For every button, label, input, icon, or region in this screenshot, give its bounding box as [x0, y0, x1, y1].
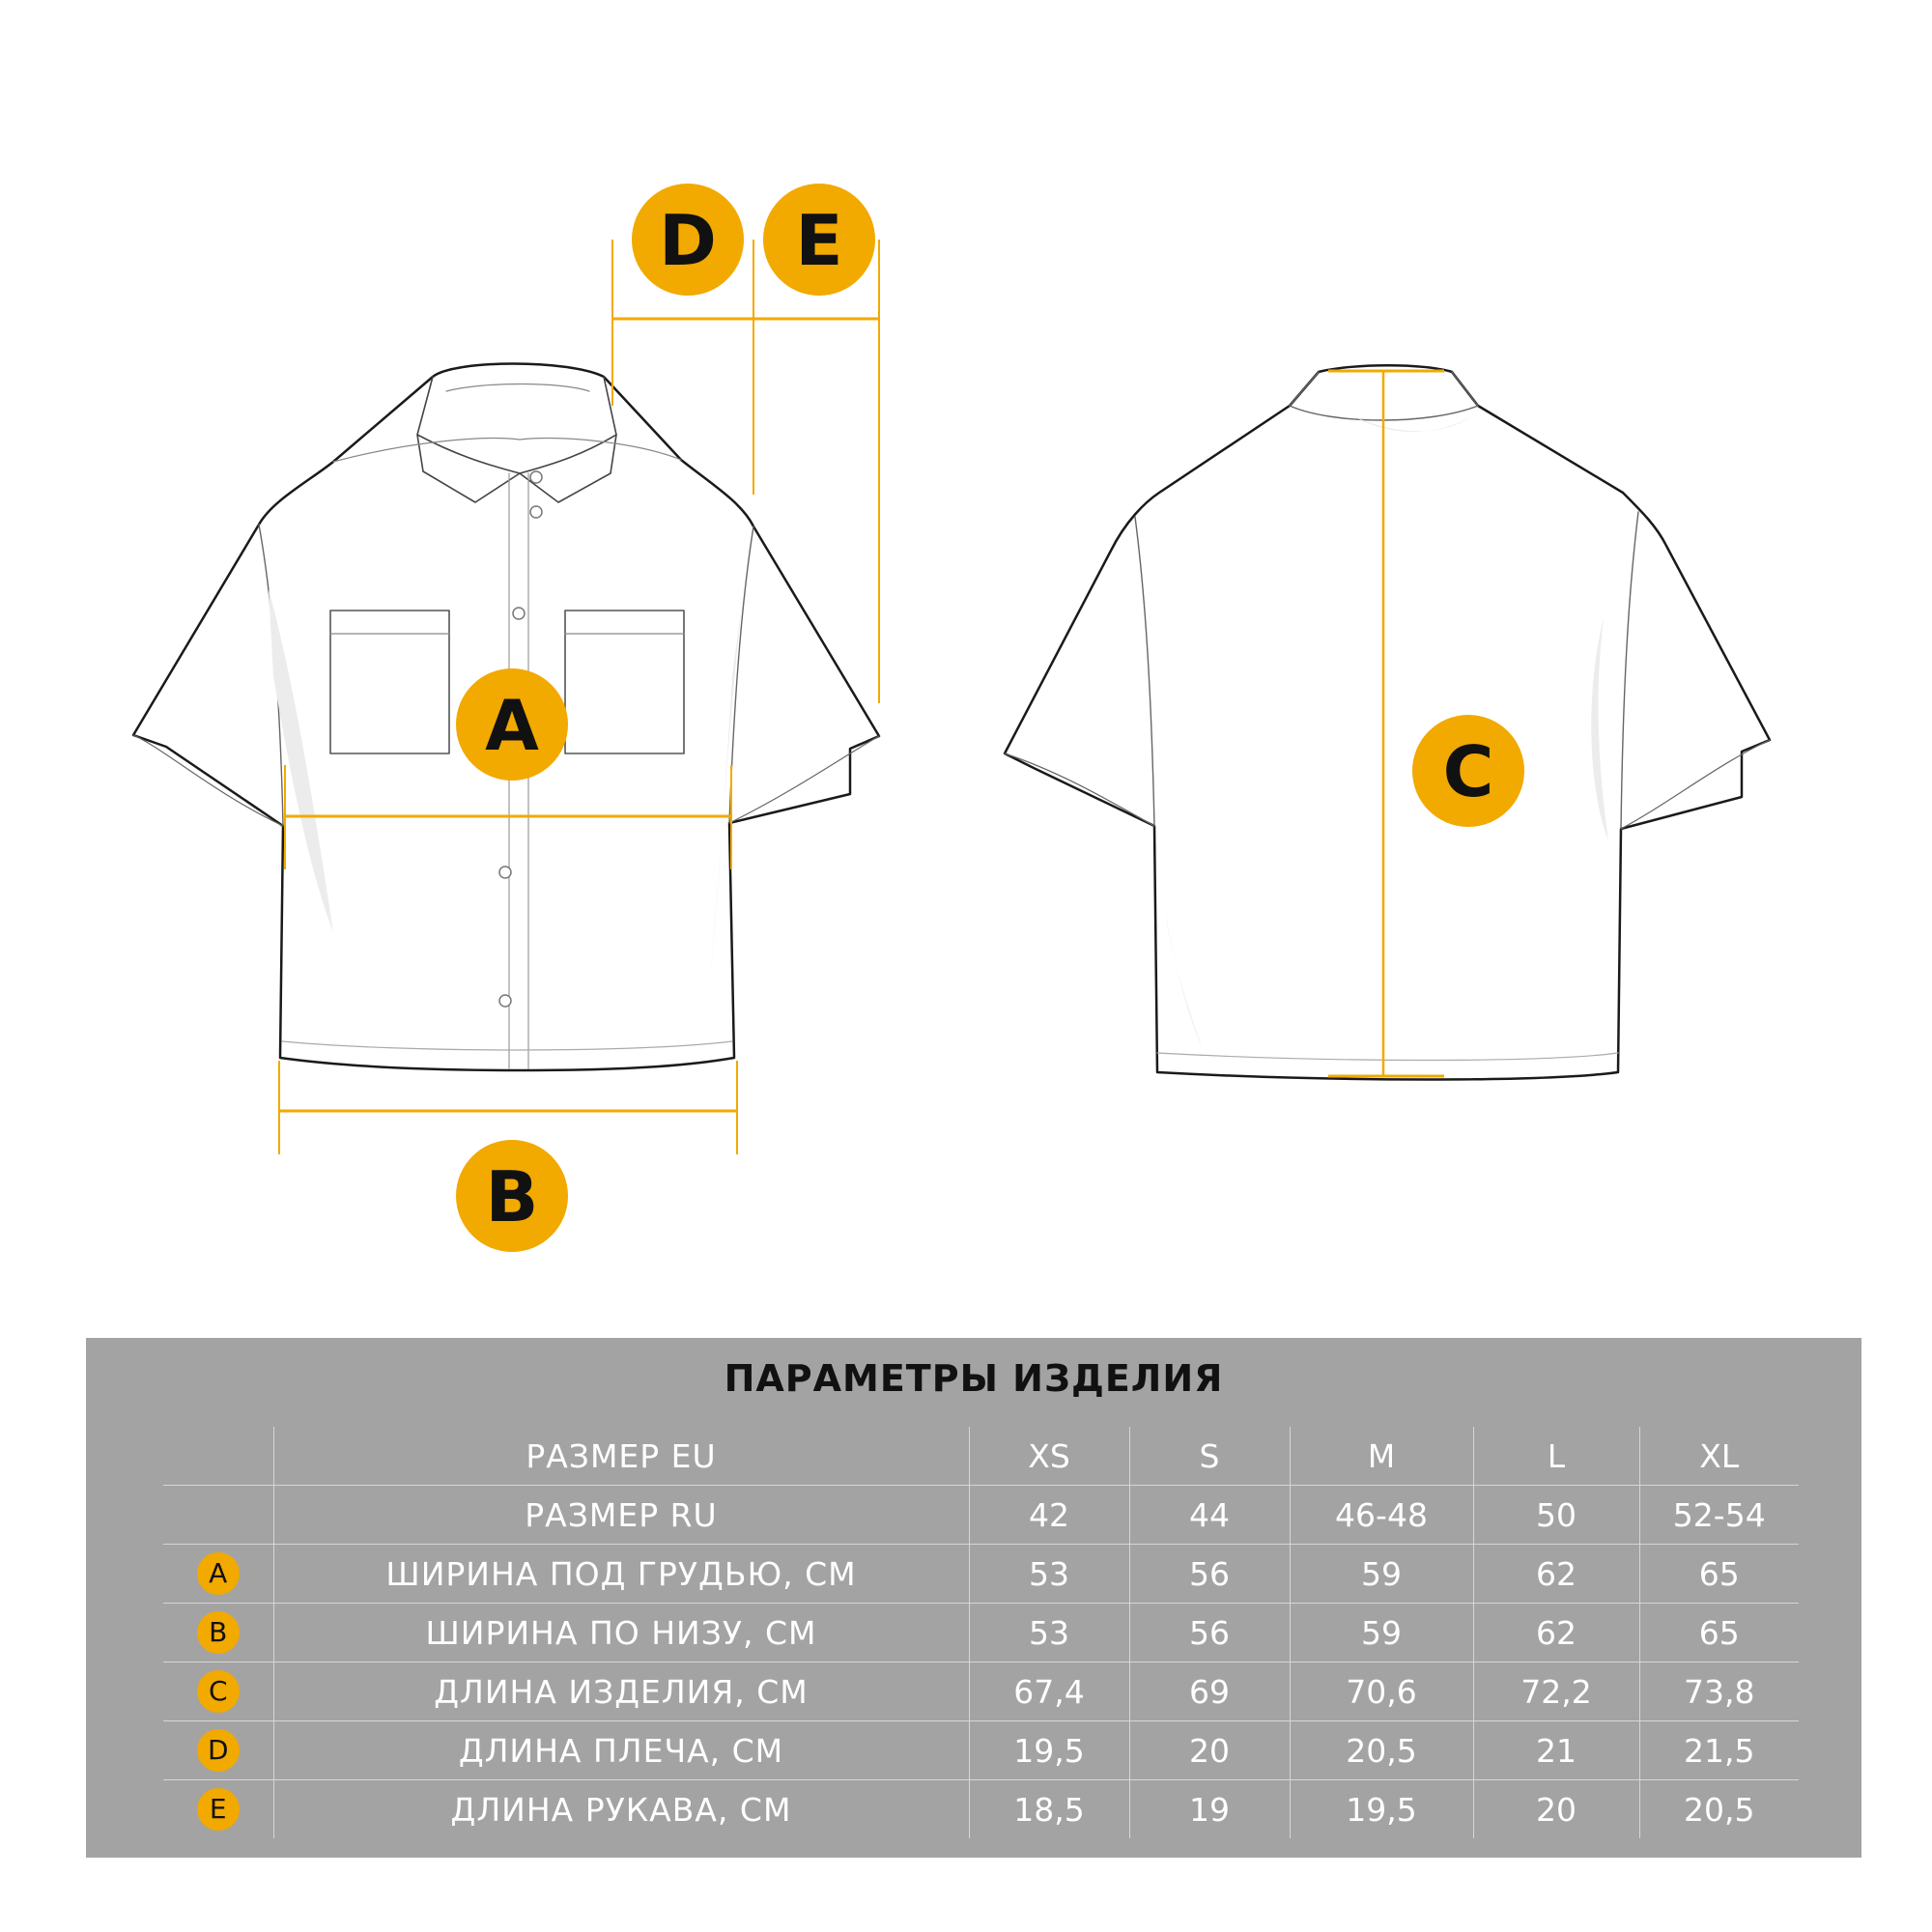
- measure-cell: 65: [1639, 1604, 1799, 1662]
- row-marker: [163, 1604, 273, 1662]
- measure-cell: 62: [1473, 1545, 1639, 1604]
- size-cell: 44: [1129, 1486, 1290, 1545]
- row-badge-a: A: [197, 1552, 240, 1595]
- button-1: [530, 471, 542, 483]
- measure-cell: 69: [1129, 1662, 1290, 1721]
- measure-cell: 59: [1290, 1604, 1473, 1662]
- row-badge-c: C: [197, 1670, 240, 1713]
- measure-cell: 62: [1473, 1604, 1639, 1662]
- size-cell: XL: [1639, 1427, 1799, 1486]
- size-cell: L: [1473, 1427, 1639, 1486]
- badge-b-label: B: [485, 1156, 539, 1237]
- badge-a-label: A: [485, 685, 539, 766]
- measure-cell: 19,5: [1290, 1780, 1473, 1839]
- row-marker: [163, 1780, 273, 1839]
- row-label: ДЛИНА РУКАВА, СМ: [273, 1780, 969, 1839]
- row-marker: [163, 1662, 273, 1721]
- size-cell: S: [1129, 1427, 1290, 1486]
- measure-cell: 67,4: [969, 1662, 1129, 1721]
- row-marker: [163, 1545, 273, 1604]
- table-row: [163, 1721, 1799, 1780]
- size-table: [163, 1427, 1799, 1838]
- row-marker-empty: [163, 1427, 273, 1486]
- measure-cell: 56: [1129, 1545, 1290, 1604]
- row-marker-empty: [163, 1486, 273, 1545]
- size-cell: M: [1290, 1427, 1473, 1486]
- measure-cell: 19,5: [969, 1721, 1129, 1780]
- row-label: РАЗМЕР EU: [273, 1427, 969, 1486]
- measure-cell: 21: [1473, 1721, 1639, 1780]
- size-cell: 50: [1473, 1486, 1639, 1545]
- button-6: [499, 995, 511, 1007]
- badge-e-label: E: [795, 200, 843, 281]
- measure-cell: 18,5: [969, 1780, 1129, 1839]
- row-label: ДЛИНА ПЛЕЧА, СМ: [273, 1721, 969, 1780]
- row-badge-e: E: [197, 1788, 240, 1831]
- measure-cell: 20,5: [1639, 1780, 1799, 1839]
- table-row: [163, 1427, 1799, 1486]
- table-row: [163, 1545, 1799, 1604]
- row-label: ШИРИНА ПОД ГРУДЬЮ, СМ: [273, 1545, 969, 1604]
- shirt-back-view: [1005, 365, 1770, 1079]
- row-label: ШИРИНА ПО НИЗУ, СМ: [273, 1604, 969, 1662]
- measure-cell: 20: [1129, 1721, 1290, 1780]
- measure-cell: 70,6: [1290, 1662, 1473, 1721]
- measure-cell: 20,5: [1290, 1721, 1473, 1780]
- button-3: [513, 608, 525, 619]
- table-row: [163, 1662, 1799, 1721]
- row-label: РАЗМЕР RU: [273, 1486, 969, 1545]
- measure-cell: 59: [1290, 1545, 1473, 1604]
- button-5: [499, 867, 511, 878]
- table-row: [163, 1486, 1799, 1545]
- measure-cell: 72,2: [1473, 1662, 1639, 1721]
- button-2: [530, 506, 542, 518]
- measure-cell: 73,8: [1639, 1662, 1799, 1721]
- measure-cell: 65: [1639, 1545, 1799, 1604]
- size-cell: XS: [969, 1427, 1129, 1486]
- badge-a: [456, 668, 568, 781]
- measure-cell: 53: [969, 1545, 1129, 1604]
- table-title: ПАРАМЕТРЫ ИЗДЕЛИЯ: [724, 1357, 1224, 1400]
- size-cell: 46-48: [1290, 1486, 1473, 1545]
- badge-c-label: C: [1442, 731, 1494, 812]
- size-cell: 42: [969, 1486, 1129, 1545]
- row-label: ДЛИНА ИЗДЕЛИЯ, СМ: [273, 1662, 969, 1721]
- row-badge-d: D: [197, 1729, 240, 1772]
- size-table-panel: [86, 1338, 1861, 1858]
- badge-d-label: D: [659, 200, 717, 281]
- badge-e: [763, 184, 875, 296]
- row-marker: [163, 1721, 273, 1780]
- badge-c: [1412, 715, 1524, 827]
- badge-d: [632, 184, 744, 296]
- size-cell: 52-54: [1639, 1486, 1799, 1545]
- table-row: [163, 1780, 1799, 1839]
- measure-cell: 53: [969, 1604, 1129, 1662]
- measure-cell: 21,5: [1639, 1721, 1799, 1780]
- badge-b: [456, 1140, 568, 1252]
- measure-cell: 19: [1129, 1780, 1290, 1839]
- row-badge-b: B: [197, 1611, 240, 1654]
- measure-cell: 20: [1473, 1780, 1639, 1839]
- table-row: [163, 1604, 1799, 1662]
- measure-cell: 56: [1129, 1604, 1290, 1662]
